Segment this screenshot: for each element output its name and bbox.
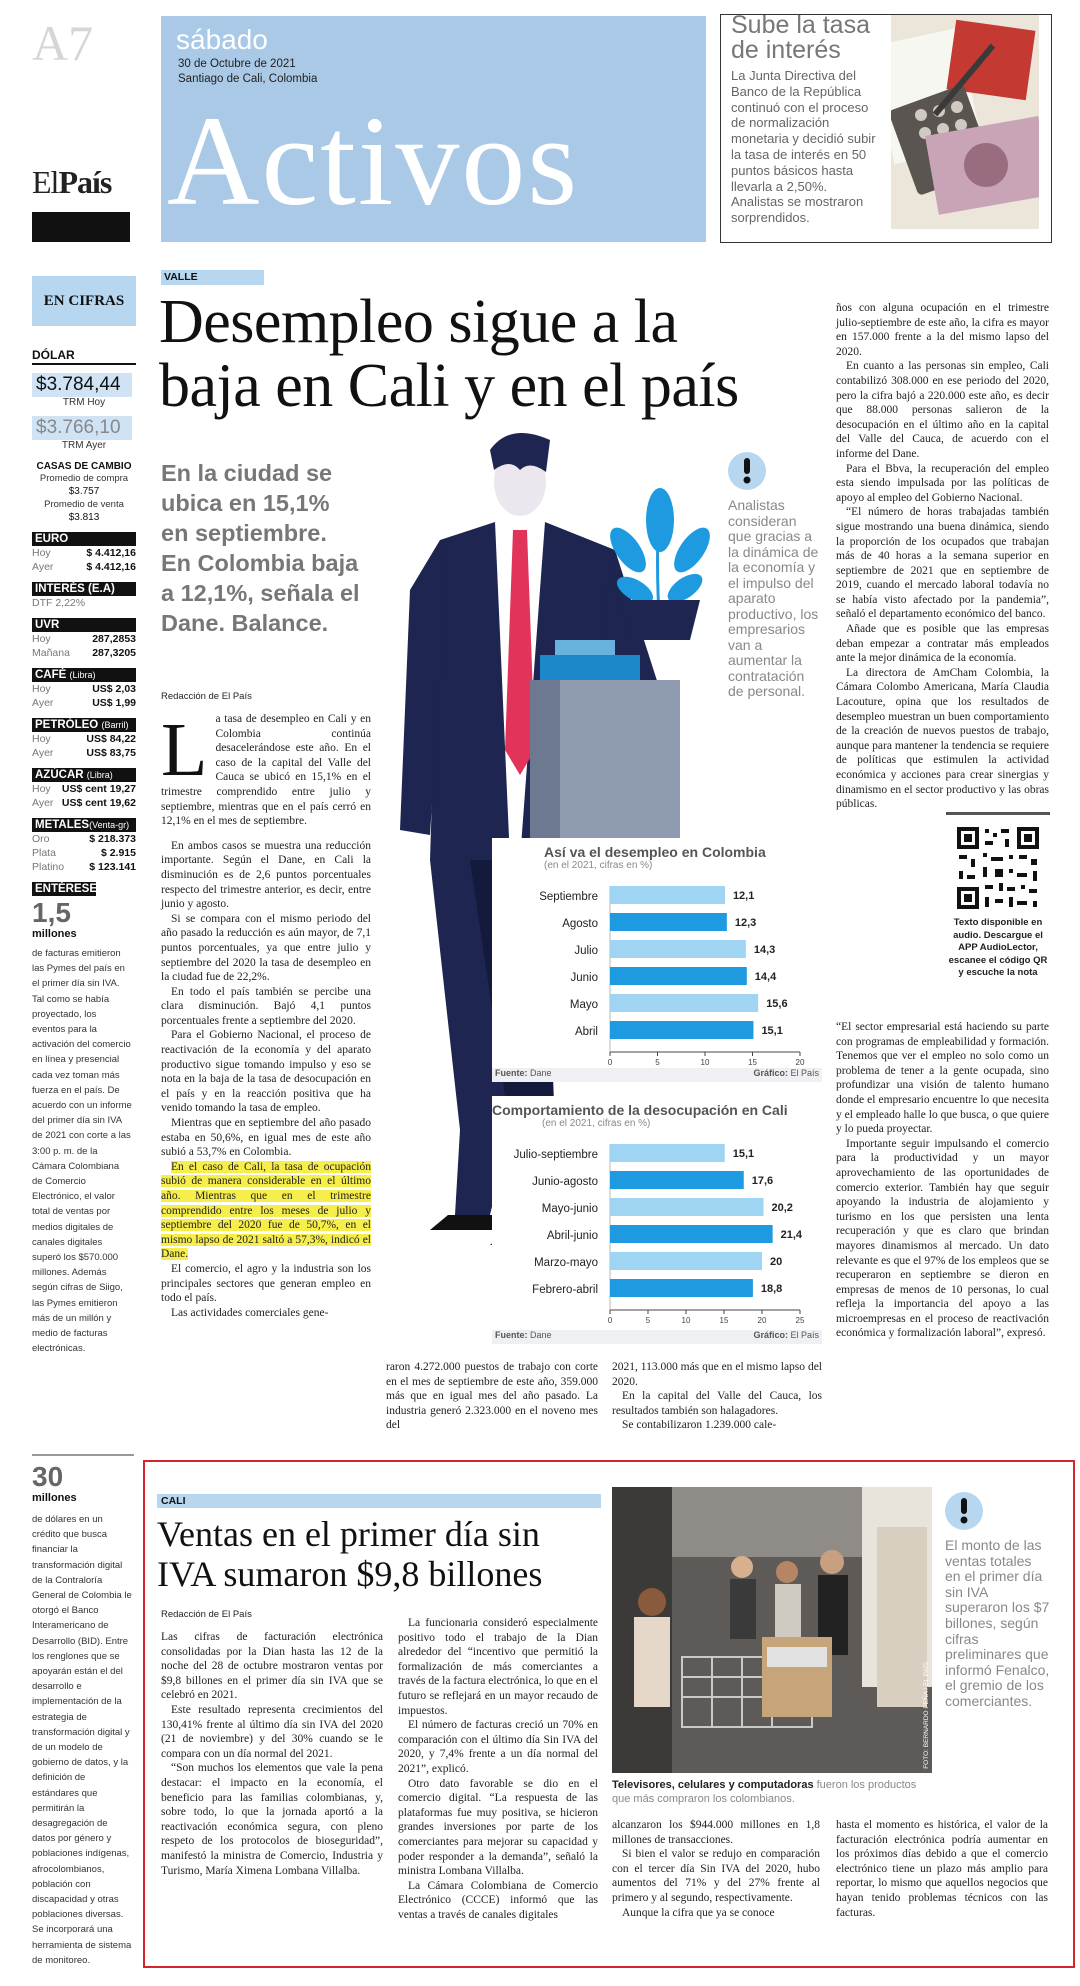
- caption-bold: Televisores, celulares y computadoras: [612, 1779, 814, 1791]
- fact2-number: 30: [32, 1461, 64, 1492]
- right-p7: “El sector empresarial está haciendo su parte con programas de empleabilidad y formación. Tenemos que ver el empleo no solo como un problema de tener a la gente ocupada, sino profundizar una visión de talento humano donde el empresario encuentre lo que necesita y el empleado halle lo que busca, o que quiere y lo pueda proyectar.: [836, 1021, 1049, 1136]
- chart-2-tick-label: 15: [719, 1316, 729, 1325]
- uvr-label: UVR: [32, 618, 136, 632]
- chart-1-svg: [492, 878, 822, 1068]
- interes-row: [32, 596, 136, 610]
- interes-row-key: DTF 2,22%: [32, 597, 86, 609]
- interes-label: INTERÉS (E.A): [32, 582, 136, 596]
- second-kicker: CALI: [157, 1494, 601, 1508]
- petroleo-row-key: Hoy: [32, 733, 51, 745]
- second-col1: [161, 1630, 383, 1878]
- main-col1-p6: Mientras que en septiembre del año pasado estaba en 50,6%, en igual mes de este año subió a 53,7% en Colombia.: [161, 1117, 371, 1159]
- qr-text-2: AudioLector,: [979, 942, 1038, 953]
- main-headline-line1: Desempleo sigue a la: [159, 288, 678, 356]
- metales-row-key: Oro: [32, 833, 50, 845]
- main-col2-p1: raron 4.272.000 puestos de trabajo con corte en el mes de septiembre de este año, 359.000 más que en igual mes del año pasado. La industria generó 2.323.000 en el noveno mes del: [386, 1361, 598, 1432]
- cafe-label: [32, 668, 136, 682]
- chart-2-value-label: 21,4: [780, 1229, 803, 1241]
- chart-1-tick-label: 0: [607, 1058, 613, 1067]
- chart-2-tick-label: 5: [645, 1316, 651, 1325]
- petroleo-row-value: US$ 83,75: [86, 747, 136, 759]
- main-col1-p2: En ambos casos se muestra una reducción importante. Según el Dane, en Cali la disminución es de 2,6 puntos porcentuales respecto del trimestre anterior, es decir, entre junio y agosto.: [161, 839, 371, 911]
- shopping-photo: [612, 1487, 932, 1773]
- chart-2-title: Comportamiento de la desocupación en Cali: [492, 1102, 788, 1118]
- azucar-row-key: Ayer: [32, 797, 54, 809]
- azucar-unit: (Libra): [86, 770, 113, 780]
- chart-1-tick-label: 15: [748, 1058, 757, 1067]
- highlight-text: En el caso de Cali, la tasa de ocupación subió de manera considerable en el último año. Mientras que en el trimestre comprendido entre los meses de julio y septiembre del 2020 fue de 50,7%, en el mismo lapso de 2021 saltó a 57,3%, indicó el Dane.: [161, 1160, 371, 1261]
- logo-bar: [32, 212, 130, 242]
- petroleo-row: [32, 746, 136, 760]
- second-col3: [612, 1818, 820, 1920]
- chart-2-source: [495, 1330, 552, 1344]
- masthead-date: 30 de Octubre de 2021: [178, 58, 296, 70]
- metales-row: [32, 832, 136, 846]
- chart-1-bar: [610, 940, 746, 958]
- trm-ayer-label: TRM Ayer: [61, 440, 107, 451]
- main-byline: Redacción de El País: [161, 691, 252, 702]
- chart-2-bar: [610, 1144, 725, 1162]
- chart-2-bar: [610, 1171, 744, 1189]
- second-col3-p3: Aunque la cifra que ya se conoce: [622, 1906, 775, 1919]
- chart-1-category-label: Julio: [574, 945, 598, 957]
- petroleo-name: PETRÓLEO: [35, 719, 99, 731]
- cafe-row: [32, 696, 136, 710]
- logo-pais: País: [58, 164, 112, 200]
- chart-2-category-label: Febrero-abril: [532, 1284, 598, 1296]
- masthead-banner: [161, 16, 706, 242]
- cafe-rows: [32, 682, 136, 710]
- venta-value: $3.813: [68, 512, 100, 523]
- chart-2-value-label: 20: [770, 1256, 783, 1268]
- chart-1-bar: [610, 1021, 753, 1039]
- chart-1-source: [495, 1068, 552, 1082]
- metales-row-value: $ 218.373: [89, 833, 136, 845]
- chart-1-subtitle: (en el 2021, cifras en %): [544, 860, 653, 871]
- second-col3-p1: alcanzaron los $944.000 millones en 1,8 millones de transacciones.: [612, 1819, 820, 1846]
- exclamation-icon: [945, 1492, 983, 1530]
- chart-1-source-value: Dane: [530, 1068, 552, 1078]
- masthead-city: Santiago de Cali, Colombia: [178, 73, 318, 85]
- chart-2-graphic-value: El País: [790, 1330, 819, 1340]
- teaser-box: [720, 11, 1052, 243]
- right-p6: La directora de AmCham Colombia, la Cámara Colombo Americana, María Claudia Lacouture, opina que los resultados de desempleo muestran un buen comportamiento de la creación de nuevos puestos de trabajo, aunque para mantener la tendencia se requiere de políticas que estimulen la actividad económica y acciones para crear sinergias y dinamismo en el sector productivo y las obras públicas.: [836, 666, 1049, 811]
- main-col3: [612, 1360, 822, 1433]
- chart-2-graphic: [753, 1330, 819, 1344]
- petroleo-label: [32, 718, 136, 732]
- chart-2-svg: [492, 1136, 822, 1326]
- newspaper-logo: [32, 164, 111, 201]
- chart-2: [492, 1096, 822, 1344]
- uvr-row: [32, 646, 136, 660]
- chart-1-footer: [492, 1068, 822, 1082]
- interes-rows: [32, 596, 136, 610]
- chart-1-value-label: 15,6: [766, 998, 788, 1010]
- metales-rows: [32, 832, 136, 874]
- main-kicker: VALLE: [161, 270, 264, 285]
- azucar-row-value: US$ cent 19,27: [61, 783, 136, 795]
- trm-hoy-value: $3.784,44: [32, 373, 132, 397]
- qr-block: [946, 812, 1050, 1005]
- main-headline-line2: baja en Cali y en el país: [159, 352, 739, 420]
- main-col3-p1: 2021, 113.000 más que en el mismo lapso del 2020.: [612, 1361, 822, 1388]
- azucar-row: [32, 782, 136, 796]
- second-headline: [157, 1514, 607, 1594]
- chart-1-bar: [610, 994, 758, 1012]
- azucar-rows: [32, 782, 136, 810]
- photo-caption: [612, 1778, 932, 1806]
- second-col1-p2: Este resultado representa crecimientos del 130,41% frente al último día sin IVA del 2020 (21 de noviembre) y del 30% cuando se le compara con un día normal del 2021.: [161, 1703, 383, 1760]
- metales-unit: (Venta-gr): [89, 820, 130, 830]
- chart-1-value-label: 12,1: [732, 890, 755, 902]
- chart-1-bar: [610, 913, 727, 931]
- cafe-row-value: US$ 2,03: [92, 683, 136, 695]
- chart-2-bar: [610, 1252, 762, 1270]
- main-col3-p2: En la capital del Valle del Cauca, los resultados también son halagadores.: [612, 1390, 822, 1417]
- chart-1-category-label: Abril: [574, 1026, 598, 1038]
- main-col2: [386, 1360, 598, 1433]
- qr-text-1: Texto disponible en audio. Descargue el APP: [953, 917, 1043, 953]
- metales-row: [32, 860, 136, 874]
- euro-rows: [32, 546, 136, 574]
- main-col1-p5: Para el Gobierno Nacional, el proceso de reactivación de la economía y del aparato productivo sigue tomando impulso y eso se nota en la baja de la tasa de desocupación en el país y en la reacción positiva que ha venido tomando la tasa de empleo.: [161, 1029, 371, 1115]
- trm-hoy-label: TRM Hoy: [62, 397, 106, 408]
- azucar-name: AZÚCAR: [35, 769, 84, 781]
- petroleo-rows: [32, 732, 136, 760]
- chart-2-value-label: 15,1: [732, 1148, 755, 1160]
- chart-1-category-label: Mayo: [569, 999, 598, 1011]
- compra-value: $3.757: [68, 486, 100, 497]
- cafe-name: CAFÉ: [35, 669, 67, 681]
- plant-illustration: [600, 480, 720, 640]
- fact1-number: 1,5: [32, 897, 71, 928]
- qr-code-icon: [955, 825, 1041, 911]
- right-p1: ños con alguna ocupación en el trimestre julio-septiembre de este año, la cifra es mayor en 157.000 frente a la del mismo lapso del 2020.: [836, 302, 1049, 358]
- fact1-text: de facturas emitieron las Pymes del país en el primer día sin IVA. Tal como se había proyectado, los eventos para la activación del comercio en línea y presencial cada vez toman más fuerza en el país. De acuerdo con un informe del primer día sin IVA de 2021 con corte a las 3:00 p. m. de la Cámara Colombiana de Comercio Electrónico, el valor total de ventas por medios digitales de canales digitales superó los $570.000 millones. Además según cifras de Siigo, las Pymes emitieron más de un millón y medio de facturas electrónicas.: [32, 948, 132, 1355]
- chart-1-graphic-value: El País: [790, 1068, 819, 1078]
- chart-2-category-label: Mayo-junio: [541, 1203, 598, 1215]
- fact2-text: de dólares en un crédito que busca financiar la transformación digital de la Contraloría General de Colombia le otorgó el Banco Interamericano de Desarrollo (BID). Entre los renglones que se apoyarán están el del desarrollo e implementación de la estrategia de transformación digital y de un modelo de gobierno de datos, y la definición de estándares que permitirán la desagregación de datos por género y poblaciones indígenas, afrocolombianos, población con discapacidad y otras poblaciones diversas. Se incorporará una herramienta de sistema de monitoreo.: [32, 1514, 132, 1966]
- main-col1-p3: Si se compara con el mismo periodo del año pasado la reducción es aún mayor, de 7,1 puntos porcentuales, ya que entre julio y septiembre del 2020 la tasa de desempleo en la ciudad fue de 22,2%.: [161, 912, 371, 984]
- chart-2-graphic-label: Gráfico:: [753, 1330, 788, 1340]
- petroleo-unit: (Barril): [101, 720, 129, 730]
- metales-row-key: Platino: [32, 861, 65, 873]
- main-deck: En la ciudad se ubica en 15,1% en septiembre. En Colombia baja a 12,1%, señala el Dane. Balance.: [161, 460, 360, 636]
- euro-row-value: $ 4.412,16: [86, 561, 136, 573]
- main-col1-lead: a tasa de desempleo en Cali y en Colombia continúa desacelerándose este año. En el caso de la capital del Valle del Cauca se ubicó en 15,1% en el trimestre comprendido entre julio y septiembre, mientras que en el país cerró en 12,1% en el mes de septiembre.: [161, 713, 371, 828]
- chart-2-value-label: 18,8: [760, 1283, 783, 1295]
- chart-1-bar: [610, 886, 725, 904]
- chart-2-tick-label: 0: [607, 1316, 613, 1325]
- chart-1-graphic: [753, 1068, 819, 1082]
- main-right-col: [836, 301, 1049, 812]
- second-col3-p2: Si bien el valor se redujo en comparación con el tercer día Sin IVA del 2020, hubo aumentos del 71% y del 27% frente al primero y al segundo, respectivamente.: [612, 1848, 820, 1904]
- second-col1-p1: Las cifras de facturación electrónica consolidadas por la Dian hasta las 12 de la noche del 28 de octubre mostraron ventas por $9,8 billones en el primer día sin IVA que se celebró en 2021.: [161, 1631, 383, 1702]
- chart-2-category-label: Julio-septiembre: [513, 1149, 598, 1161]
- euro-row-key: Ayer: [32, 561, 54, 573]
- teaser-title: [731, 13, 870, 63]
- main-col1-p4: En todo el país también se percibe una clara disminución. Bajó 4,1 puntos porcentuales frente a septiembre del 2020.: [161, 985, 371, 1027]
- chart-2-category-label: Junio-agosto: [532, 1176, 598, 1188]
- chart-1: [492, 838, 822, 1082]
- chart-2-bar: [610, 1225, 773, 1243]
- euro-row-key: Hoy: [32, 547, 51, 559]
- page-number: A7: [32, 15, 94, 71]
- azucar-row-value: US$ cent 19,62: [61, 797, 136, 809]
- euro-row: [32, 560, 136, 574]
- euro-row: [32, 546, 136, 560]
- chart-2-bar: [610, 1198, 764, 1216]
- teaser-body: La Junta Directiva del Banco de la República continuó con el proceso de normalización monetaria y decidió subir la tasa de interés en 50 puntos básicos hasta llevarla a 2,50%. Analistas se mostraron sorprendidos.: [731, 68, 876, 226]
- chart-2-tick-label: 10: [681, 1316, 691, 1325]
- chart-2-bar: [610, 1279, 753, 1297]
- chart-1-graphic-label: Gráfico:: [753, 1068, 788, 1078]
- euro-row-value: $ 4.412,16: [86, 547, 136, 559]
- enterese-label: ENTÉRESE: [32, 882, 96, 896]
- exclamation-icon: [728, 452, 766, 490]
- section-title: Activos: [167, 90, 580, 232]
- second-byline: Redacción de El País: [161, 1609, 252, 1620]
- photo-credit: FOTO: BERNARDO PEÑA / EL PAÍS: [923, 1662, 930, 1769]
- petroleo-row-key: Ayer: [32, 747, 54, 759]
- sidebar-title: EN CIFRAS: [32, 276, 136, 326]
- second-headline-line2: IVA sumaron $9,8 billones: [157, 1554, 543, 1594]
- main-right-col-lower: [836, 1020, 1049, 1341]
- chart-1-bar: [610, 967, 747, 985]
- main-col1-p9: Las actividades comerciales gene-: [171, 1306, 329, 1319]
- petroleo-row-value: US$ 84,22: [86, 733, 136, 745]
- sidebar-divider: [32, 1454, 134, 1456]
- chart-2-value-label: 20,2: [771, 1202, 793, 1214]
- metales-name: METALES: [35, 819, 90, 831]
- teaser-title-line2: de interés: [731, 36, 841, 64]
- second-col2: [398, 1616, 598, 1922]
- chart-2-value-label: 17,6: [751, 1175, 774, 1187]
- metales-row: [32, 846, 136, 860]
- cafe-unit: (Libra): [69, 670, 96, 680]
- chart-2-tick-label: 25: [795, 1316, 805, 1325]
- second-col1-p3: “Son muchos los elementos que vale la pena destacar: el impacto en la economía, el beneficio para las familias colombianas, y, sobre todo, lo que la jornada aportó a la reactivación económica segura, con pleno respeto de los protocolos de bioseguridad”, manifestó la ministra de Comercio, Industria y Turismo, María Ximena Lombana Villalba.: [161, 1762, 383, 1877]
- uvr-row: [32, 632, 136, 646]
- second-col2-p1: La funcionaria consideró especialmente positivo todo el trabajo de la Dian alrededor del “incentivo que permitió la formalización de más comerciantes a través de la factura electrónica, lo que en el futuro se reflejará en un mayor recaudo de impuestos.: [398, 1617, 598, 1717]
- chart-1-category-label: Junio: [570, 972, 598, 984]
- uvr-row-key: Mañana: [32, 647, 70, 659]
- dolar-label: DÓLAR: [32, 348, 136, 365]
- right-p5: Añade que es posible que las empresas deban empezar a contratar más empleados ante la mejor dinámica de la economía.: [836, 623, 1049, 665]
- metales-row-value: $ 2.915: [100, 847, 136, 859]
- main-col3-p3: Se contabilizaron 1.239.000 cale-: [622, 1419, 777, 1432]
- uvr-row-value: 287,3205: [92, 647, 136, 659]
- cafe-row-key: Ayer: [32, 697, 54, 709]
- metales-label: [32, 818, 136, 832]
- cafe-row-key: Hoy: [32, 683, 51, 695]
- azucar-label: [32, 768, 136, 782]
- caption-rest: fueron los productos que más compraron los colombianos.: [612, 1779, 917, 1805]
- petroleo-row: [32, 732, 136, 746]
- chart-2-footer: [492, 1330, 822, 1344]
- second-col4-p1: hasta el momento es histórica, el valor de la facturación electrónica podría aumentar en los próximos días debido a que el comercio electrónico tiene un plazo más amplio para reportar, lo mismo que aquellos negocios que hayan tenido problemas técnicos con las facturas.: [836, 1819, 1048, 1919]
- logo-el: El: [32, 164, 59, 200]
- venta-label: Promedio de venta: [44, 499, 124, 510]
- chart-2-category-label: Abril-junio: [546, 1230, 598, 1242]
- chart-2-source-value: Dane: [530, 1330, 552, 1340]
- second-col2-p4: La Cámara Colombiana de Comercio Electrónico (CCCE) informó que las ventas a través de canales digitales: [398, 1879, 598, 1921]
- chart-1-tick-label: 5: [655, 1058, 660, 1067]
- qr-text-3: escanee el código QR y escuche la nota: [948, 954, 1048, 978]
- chart-1-value-label: 12,3: [734, 917, 757, 929]
- main-callout: Analistas consideran que gracias a la dinámica de la economía y el impulso del aparato productivo, los empresarios van a aumentar la contratación de personal.: [728, 497, 819, 699]
- second-col2-p3: Otro dato favorable se dio en el comercio digital. “La respuesta de las plataformas fue muy positiva, se hicieron grandes inversiones por parte de los comerciantes para mejorar su capacidad y poder responder a la demanda”, señaló la ministra Lombana Villalba.: [398, 1777, 598, 1878]
- chart-1-tick-label: 20: [795, 1058, 805, 1067]
- sidebar: [32, 276, 136, 1356]
- euro-label: EURO: [32, 532, 136, 546]
- second-col2-p2: El número de facturas creció un 70% en comparación con el último día Sin IVA del 2020, y 7,4% frente a un día normal del 2021”, explicó.: [398, 1719, 598, 1775]
- right-p8: Importante seguir impulsando el comercio para la productividad y un mayor aprovechamiento de las oportunidades de comercio exterior. También hay que seguir apoyando la industria de alojamiento y turismo en los que persisten una lenta recuperación y que es claro que brindan mayores dinamismos al mercado. Un dato relevante es que el 97% de los empleos que se recuperaron en septiembre se dieron en empresas de menos de 10 personas, lo cual refleja la importancia del apoyo a las microempresas en el proceso de reactivación económica y formalización laboral”, expresó.: [836, 1137, 1049, 1340]
- second-headline-line1: Ventas en el primer día sin: [157, 1514, 540, 1554]
- right-p4: “El número de horas trabajadas también sigue mostrando una buena dinámica, siendo la proporción de los ocupados que trabajan más de 40 horas a la semana superior en septiembre de 2021 que en septiembre de 2019, cuando el mercado laboral todavía no se había visto afectado por la pandemia”, señaló el departamento económico del banco.: [836, 506, 1049, 621]
- uvr-row-value: 287,2853: [92, 633, 136, 645]
- qr-text: [946, 917, 1050, 980]
- chart-1-value-label: 14,3: [753, 944, 776, 956]
- main-col1-highlight: [161, 1160, 371, 1262]
- trm-ayer-value: $3.766,10: [32, 416, 132, 440]
- chart-2-source-label: Fuente:: [495, 1330, 528, 1340]
- chart-1-source-label: Fuente:: [495, 1068, 528, 1078]
- money-calculator-photo: [891, 15, 1039, 229]
- chart-1-title: Así va el desempleo en Colombia: [544, 844, 766, 860]
- right-p3: Para el Bbva, la recuperación del empleo esta siendo impulsada por las políticas de apoyo al empleo del Gobierno Nacional.: [836, 462, 1049, 504]
- main-col1-p8: El comercio, el agro y la industria son los principales sectores que generan empleo en todo el país.: [161, 1262, 371, 1305]
- drop-cap: L: [161, 708, 208, 792]
- sidebar-fact2: [32, 1462, 136, 1968]
- metales-row-value: $ 123.141: [89, 861, 136, 873]
- second-col4: [836, 1818, 1048, 1920]
- right-p2: En cuanto a las personas sin empleo, Cali contabilizó 308.000 en ese periodo del 2020, pero la cifra bajó a 220.000 este año, es decir que 88.000 personas salieron de la desocupación en el último año en la capital del Valle del Cauca, de acuerdo con el informe del Dane.: [836, 360, 1049, 460]
- uvr-row-key: Hoy: [32, 633, 51, 645]
- compra-label: Promedio de compra: [39, 473, 129, 484]
- chart-1-value-label: 15,1: [761, 1025, 783, 1037]
- chart-1-category-label: Septiembre: [539, 891, 598, 903]
- fact1-unit: millones: [32, 928, 77, 940]
- masthead-day: sábado: [176, 24, 268, 55]
- chart-2-category-label: Marzo-mayo: [534, 1257, 598, 1269]
- second-callout: El monto de las ventas totales en el primer día sin IVA superaron los $7 billones, según cifras preliminares que informó Fenalco, el gremio de los comerciantes.: [945, 1537, 1050, 1709]
- uvr-rows: [32, 632, 136, 660]
- cafe-row: [32, 682, 136, 696]
- chart-2-tick-label: 20: [757, 1316, 767, 1325]
- cafe-row-value: US$ 1,99: [92, 697, 136, 709]
- fact2-unit: millones: [32, 1492, 77, 1504]
- main-col1: [161, 708, 371, 1320]
- teaser-title-line1: Sube la tasa: [731, 11, 870, 39]
- main-headline: [159, 290, 839, 418]
- azucar-row-key: Hoy: [32, 783, 51, 795]
- azucar-row: [32, 796, 136, 810]
- casas-label: CASAS DE CAMBIO: [36, 461, 132, 472]
- chart-1-value-label: 14,4: [754, 971, 777, 983]
- metales-row-key: Plata: [32, 847, 56, 859]
- chart-1-tick-label: 10: [700, 1058, 710, 1067]
- chart-1-category-label: Agosto: [562, 918, 598, 930]
- chart-2-subtitle: (en el 2021, cifras en %): [542, 1118, 651, 1129]
